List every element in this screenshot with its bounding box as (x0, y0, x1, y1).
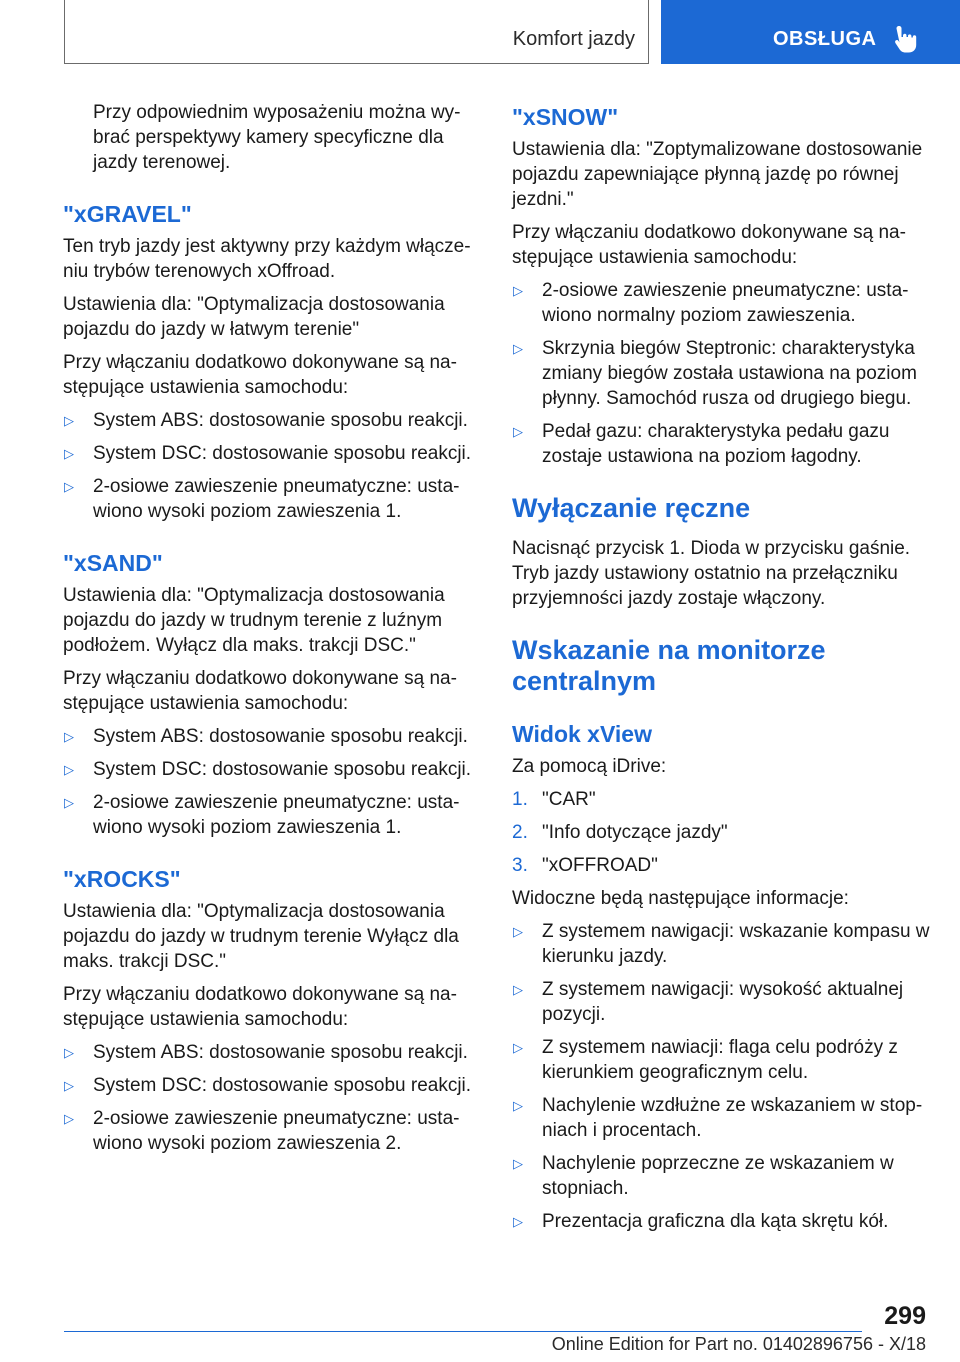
list-item-text: 2-osiowe zawieszenie pneumatyczne: ustawiono wysoki poziom zawieszenia 2. (93, 1108, 460, 1154)
list-item-text: 2-osiowe zawieszenie pneumatyczne: ustawiono normalny poziom zawieszenia. (542, 280, 909, 326)
list-item (63, 724, 478, 749)
list-item-text: Skrzynia biegów Steptronic: charakterystyka zmiany biegów została ustawiona na poziom płynny. Samochód rusza od drugiego biegu. (542, 338, 917, 409)
manual-off-heading: Wyłączanie ręczne (512, 493, 751, 523)
list-item-text: 2-osiowe zawieszenie pneumatyczne: ustawiono wysoki poziom zawieszenia 1. (93, 476, 460, 522)
triangle-bullet-icon: ▷ (64, 1111, 74, 1126)
list-item-text: System DSC: dostosowanie sposobu reakcji. (93, 1075, 472, 1096)
xview-info-list (512, 919, 930, 1234)
triangle-bullet-icon: ▷ (513, 1214, 523, 1229)
intro-paragraph: Przy odpowiednim wyposażeniu można wybrać perspektywy kamery specyficzne dla jazdy terenowej. (93, 102, 461, 173)
list-item (63, 441, 478, 466)
xsnow-paragraph-1: Ustawienia dla: "Zoptymalizowane dostosowanie pojazdu zapewniające płynną jazdę po równej jezdni." (512, 139, 923, 210)
list-item-text: System ABS: dostosowanie sposobu reakcji. (93, 1042, 468, 1063)
list-item-text: Nachylenie poprzeczne ze wskazaniem w stopniach. (542, 1153, 894, 1199)
xsand-heading: "xSAND" (63, 550, 163, 576)
chapter-tab[interactable] (661, 0, 960, 64)
list-item (512, 1209, 930, 1234)
triangle-bullet-icon: ▷ (513, 1098, 523, 1113)
step-text: "xOFFROAD" (542, 855, 658, 876)
triangle-bullet-icon: ▷ (64, 729, 74, 744)
triangle-bullet-icon: ▷ (513, 924, 523, 939)
list-item (512, 977, 930, 1027)
xgravel-paragraph-1: Ten tryb jazdy jest aktywny przy każdym włączeniu trybów terenowych xOffroad. (63, 236, 471, 282)
xview-paragraph-2: Widoczne będą następujące informacje: (512, 888, 849, 909)
list-item (512, 278, 930, 328)
xrocks-heading: "xROCKS" (63, 866, 181, 892)
section-title: Komfort jazdy (512, 28, 635, 50)
xrocks-paragraph-2: Przy włączaniu dodatkowo dokonywane są następujące ustawienia samochodu: (63, 984, 457, 1030)
list-item (512, 1151, 930, 1201)
list-item-text: Prezentacja graficzna dla kąta skrętu kół. (542, 1211, 889, 1232)
step-number: 3. (512, 855, 528, 876)
step-text: "CAR" (542, 789, 596, 810)
triangle-bullet-icon: ▷ (513, 283, 523, 298)
xview-heading: Widok xView (512, 721, 652, 747)
xgravel-heading: "xGRAVEL" (63, 201, 192, 227)
triangle-bullet-icon: ▷ (64, 762, 74, 777)
list-item (63, 408, 478, 433)
triangle-bullet-icon: ▷ (64, 795, 74, 810)
xgravel-paragraph-3: Przy włączaniu dodatkowo dokonywane są następujące ustawienia samochodu: (63, 352, 457, 398)
xsnow-list (512, 278, 930, 469)
central-monitor-heading: Wskazanie na monitorze centralnym (512, 635, 826, 696)
step-item (512, 820, 930, 845)
list-item (512, 336, 930, 411)
triangle-bullet-icon: ▷ (513, 341, 523, 356)
xgravel-list (63, 408, 478, 524)
list-item (63, 757, 478, 782)
list-item-text: System DSC: dostosowanie sposobu reakcji. (93, 443, 472, 464)
list-item (63, 474, 478, 524)
list-item-text: System ABS: dostosowanie sposobu reakcji. (93, 410, 468, 431)
list-item-text: Nachylenie wzdłużne ze wskazaniem w stopniach i procentach. (542, 1095, 923, 1141)
list-item (63, 790, 478, 840)
list-item (512, 919, 930, 969)
list-item-text: Z systemem nawigacji: wskazanie kompasu w kierunku jazdy. (542, 921, 930, 967)
list-item-text: System ABS: dostosowanie sposobu reakcji. (93, 726, 468, 747)
right-column (512, 100, 930, 1242)
step-number: 1. (512, 789, 528, 810)
idrive-steps (512, 787, 930, 878)
list-item-text: System DSC: dostosowanie sposobu reakcji. (93, 759, 472, 780)
xview-paragraph-1: Za pomocą iDrive: (512, 756, 667, 777)
list-item-text: Z systemem nawigacji: wysokość aktualnej pozycji. (542, 979, 904, 1025)
step-item (512, 787, 930, 812)
list-item (512, 1093, 930, 1143)
step-text: "Info dotyczące jazdy" (542, 822, 728, 843)
triangle-bullet-icon: ▷ (513, 424, 523, 439)
triangle-bullet-icon: ▷ (64, 1078, 74, 1093)
triangle-bullet-icon: ▷ (513, 1040, 523, 1055)
xsand-paragraph-1: Ustawienia dla: "Optymalizacja dostosowania pojazdu do jazdy w trudnym terenie z luźnym podłożem. Wyłącz dla maks. trakcji DSC." (63, 585, 445, 656)
xsand-paragraph-2: Przy włączaniu dodatkowo dokonywane są następujące ustawienia samochodu: (63, 668, 457, 714)
xrocks-paragraph-1: Ustawienia dla: "Optymalizacja dostosowania pojazdu do jazdy w trudnym terenie Wyłącz dla maks. trakcji DSC." (63, 901, 459, 972)
list-item-text: Pedał gazu: charakterystyka pedału gazu zostaje ustawiona na poziom łagodny. (542, 421, 890, 467)
triangle-bullet-icon: ▷ (64, 446, 74, 461)
list-item-text: 2-osiowe zawieszenie pneumatyczne: ustawiono wysoki poziom zawieszenia 1. (93, 792, 460, 838)
list-item (63, 1106, 478, 1156)
list-item-text: Z systemem nawiacji: flaga celu podróży z kierunkiem geograficznym celu. (542, 1037, 898, 1083)
chapter-tab-label: OBSŁUGA (773, 28, 877, 50)
footer-divider (64, 1331, 862, 1332)
list-item (512, 419, 930, 469)
triangle-bullet-icon: ▷ (513, 982, 523, 997)
triangle-bullet-icon: ▷ (64, 479, 74, 494)
list-item (512, 1035, 930, 1085)
xsand-list (63, 724, 478, 840)
xsnow-heading: "xSNOW" (512, 104, 619, 130)
xrocks-list (63, 1040, 478, 1156)
step-number: 2. (512, 822, 528, 843)
triangle-bullet-icon: ▷ (64, 1045, 74, 1060)
triangle-bullet-icon: ▷ (64, 413, 74, 428)
left-column (63, 100, 478, 1164)
xsnow-paragraph-2: Przy włączaniu dodatkowo dokonywane są następujące ustawienia samochodu: (512, 222, 906, 268)
xgravel-paragraph-2: Ustawienia dla: "Optymalizacja dostosowania pojazdu do jazdy w łatwym terenie" (63, 294, 445, 340)
hand-pointing-icon (893, 24, 921, 54)
list-item (63, 1040, 478, 1065)
step-item (512, 853, 930, 878)
manual-off-paragraph: Nacisnąć przycisk 1. Dioda w przycisku gaśnie. Tryb jazdy ustawiony ostatnio na przełączniku przyjemności jazdy zostaje włączony. (512, 538, 911, 609)
triangle-bullet-icon: ▷ (513, 1156, 523, 1171)
list-item (63, 1073, 478, 1098)
page-number: 299 (884, 1302, 926, 1330)
edition-footer-text: Online Edition for Part no. 01402896756 - X/18 (551, 1334, 926, 1354)
